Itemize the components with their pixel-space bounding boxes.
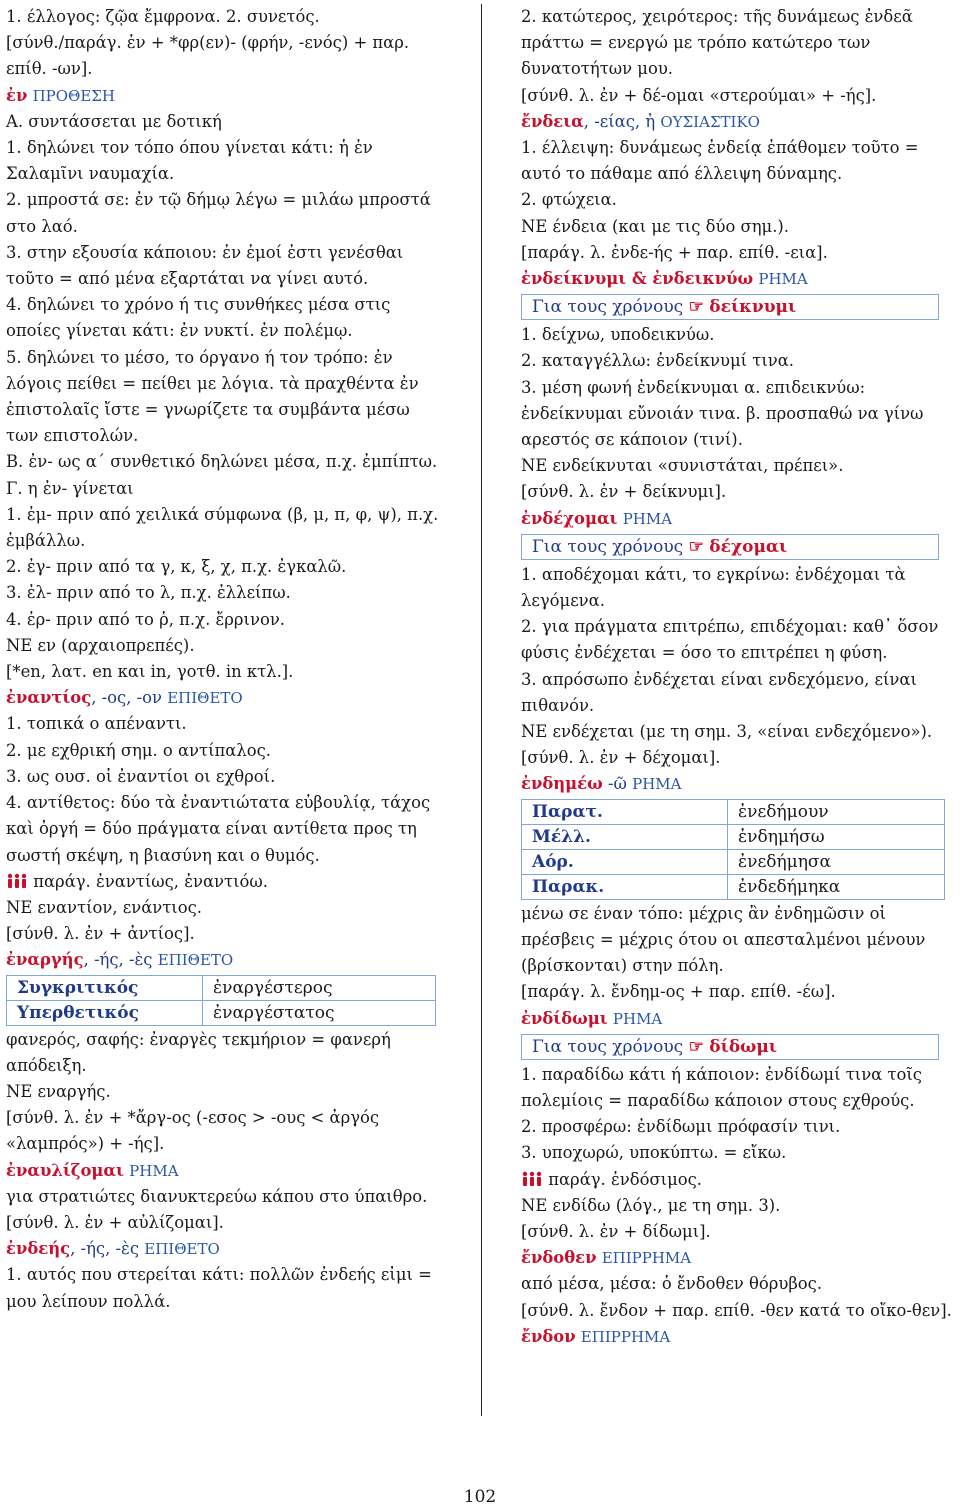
entry-en xyxy=(6,83,442,109)
left-column xyxy=(6,4,442,1315)
pointing-hand-icon: ☞ xyxy=(688,536,704,557)
part-of-speech: ΡΗΜΑ xyxy=(632,775,682,794)
form-label: Υπερθετικός xyxy=(7,1000,203,1025)
sense: 1. παραδίδω κάτι ή κάποιον: ἐνδίδωμί τινα τοῖς πολεμίοις = παραδίδω κάποιον στους εχθρούς. xyxy=(521,1064,922,1110)
entry-enaulizomai xyxy=(6,1158,442,1184)
table-row xyxy=(7,975,436,1000)
sense: 4. δηλώνει το χρόνο ή τις συνθήκες μέσα στις οποίες γίνεται κάτι: ἐν νυκτί. ἐν πολέμῳ. xyxy=(6,295,391,341)
sense: 2. μπροστά σε: ἐν τῷ δήμῳ λέγω = μιλάω μπροστά στο λαό. xyxy=(6,190,431,236)
entry-line: 1. έλλογος: ζῷα ἔμφρονα. 2. συνετός. xyxy=(6,7,320,26)
sense-group: Α. συντάσσεται με δοτική xyxy=(6,111,222,131)
sense: 4. αντίθετος: δύο τὰ ἐναντιώτατα εὐβουλίᾳ, τάχος καὶ ὀργή = δύο πράγματα είναι αντίθετα προς τη σωστή σκέψη, η βιασύνη και ο θυμός. xyxy=(6,793,431,865)
sense: 5. δηλώνει το μέσο, το όργανο ή τον τρόπο: ἐν λόγοις πείθει = πείθει με λόγια. τὰ πραχθέντα ἐν ἐπιστολαῖς ἴστε = γνωρίζετε τα συμβάντα μέσω των επιστολών. xyxy=(6,347,419,446)
tense-form: ἐνδεδήμηκα xyxy=(728,874,945,899)
sense: 3. ως ουσ. οἱ ἐναντίοι οι εχθροί. xyxy=(6,766,276,786)
sense: 1. δείχνω, υποδεικνύω. xyxy=(521,325,715,345)
entry-enarges xyxy=(6,947,442,973)
table-row xyxy=(522,874,945,899)
definition: φανερός, σαφής: ἐναργὲς τεκμήριον = φανερή απόδειξη. xyxy=(6,1029,391,1075)
tenses-label: Για τους χρόνους xyxy=(532,297,684,318)
column-divider xyxy=(481,4,482,1416)
right-column xyxy=(521,4,955,1350)
family-icon xyxy=(521,1171,543,1187)
sense: 3. απρόσωπο ἐνδέχεται είναι ενδεχόμενο, είναι πιθανόν. xyxy=(521,669,917,715)
etymology: [παράγ. λ. ἔνδημ-ος + παρ. επίθ. -έω]. xyxy=(521,982,836,1002)
headword: ἐν xyxy=(6,85,28,105)
modern-greek-note: ΝΕ ενδέχεται (με τη σημ. 3, «είναι ενδεχόμενο»). xyxy=(521,722,933,742)
tenses-reference xyxy=(521,294,939,320)
part-of-speech: ΕΠΙΘΕΤΟ xyxy=(157,951,234,970)
entry-endeiknymi xyxy=(521,266,955,292)
part-of-speech: ΡΗΜΑ xyxy=(612,1009,663,1028)
comparison-table xyxy=(6,975,436,1026)
modern-greek-note: ΝΕ ενδίδω (λόγ., με τη σημ. 3). xyxy=(521,1195,781,1215)
tense-form: ἐνεδήμησα xyxy=(728,849,945,874)
family-icon xyxy=(6,873,28,889)
table-row xyxy=(522,824,945,849)
endings: , -είας, ἡ xyxy=(583,111,656,131)
pointing-hand-icon: ☞ xyxy=(688,297,704,318)
etymology: [σύνθ. λ. ἐν + *ἄργ-ος (-εσος > -ους < ἀργός «λαμπρός») + -ής]. xyxy=(6,1108,380,1154)
headword: ἔνδον xyxy=(521,1326,576,1346)
pointing-hand-icon: ☞ xyxy=(688,1036,704,1057)
modern-greek-note: ΝΕ ενδείκνυται «συνιστάται, πρέπει». xyxy=(521,456,844,476)
form-label: Συγκριτικός xyxy=(7,975,203,1000)
part-of-speech: ΟΥΣΙΑΣΤΙΚΟ xyxy=(660,112,760,131)
entry-endees xyxy=(6,1236,442,1262)
modern-greek-note: ΝΕ ένδεια (και με τις δύο σημ.). xyxy=(521,216,790,236)
part-of-speech: ΕΠΙΡΡΗΜΑ xyxy=(601,1249,692,1268)
etymology: [παράγ. λ. ἐνδε-ής + παρ. επίθ. -εια]. xyxy=(521,242,828,262)
tenses-target: δείκνυμι xyxy=(709,297,797,318)
derivatives-text: παράγ. ἐνδόσιμος. xyxy=(548,1169,703,1189)
derivatives-text: παράγ. ἐναντίως, ἐναντιόω. xyxy=(33,871,268,891)
part-of-speech: ΕΠΙΡΡΗΜΑ xyxy=(580,1327,671,1346)
headword: ἐνδέχομαι xyxy=(521,508,618,528)
entry-endechomai xyxy=(521,506,955,532)
part-of-speech: ΠΡΟΘΕΣΗ xyxy=(32,86,115,105)
etymology: [σύνθ. λ. ἐν + δείκνυμι]. xyxy=(521,482,727,502)
sense: 1. τοπικά ο απέναντι. xyxy=(6,714,187,734)
tenses-reference xyxy=(521,534,939,560)
table-row xyxy=(522,799,945,824)
headword: ἐνδείκνυμι & ἐνδεικνύω xyxy=(521,269,754,289)
etymology: [σύνθ. λ. ἐν + αὐλίζομαι]. xyxy=(6,1212,224,1232)
table-row xyxy=(7,1000,436,1025)
tense-label: Αόρ. xyxy=(522,849,728,874)
sense: 3. ἐλ- πριν από το λ, π.χ. ἐλλείπω. xyxy=(6,583,291,603)
sense: 1. αποδέχομαι κάτι, το εγκρίνω: ἐνδέχομαι τὰ λεγόμενα. xyxy=(521,564,906,611)
sense: 1. ἐμ- πριν από χειλικά σύμφωνα (β, μ, π, φ, ψ), π.χ. ἐμβάλλω. xyxy=(6,504,439,551)
part-of-speech: ΡΗΜΑ xyxy=(622,509,673,528)
modern-greek-note: ΝΕ εναργής. xyxy=(6,1081,111,1101)
sense: 2. με εχθρική σημ. ο αντίπαλος. xyxy=(6,740,272,760)
sense: 1. αυτός που στερείται κάτι: πολλῶν ἐνδεής εἰμι = μου λείπουν πολλά. xyxy=(6,1265,432,1311)
headword: ἔνδοθεν xyxy=(521,1248,597,1268)
tenses-label: Για τους χρόνους xyxy=(532,1036,684,1057)
sense-group: Β. ἐν- ως α΄ συνθετικό δηλώνει μέσα, π.χ. ἐμπίπτω. xyxy=(6,452,438,472)
part-of-speech: ΕΠΙΘΕΤΟ xyxy=(167,689,243,708)
headword: ἐναργής xyxy=(6,950,84,970)
headword: ἐνδημέω xyxy=(521,774,603,794)
modern-greek-note: ΝΕ εν (αρχαιοπρεπές). xyxy=(6,635,195,655)
etymology: [σύνθ./παράγ. ἐν + *φρ(εν)- (φρήν, -ενός) + παρ. επίθ. -ων]. xyxy=(6,33,410,79)
entry-endidomi xyxy=(521,1006,955,1032)
endings: , -ής, -ὲς xyxy=(70,1239,140,1259)
headword: ἐνδεής xyxy=(6,1239,71,1259)
headword: ἐνδίδωμι xyxy=(521,1008,608,1028)
tenses-target: δέχομαι xyxy=(709,536,788,557)
etymology: [σύνθ. λ. ἐν + δίδωμι]. xyxy=(521,1221,711,1241)
tenses-target: δίδωμι xyxy=(709,1036,778,1057)
page-number: 102 xyxy=(463,1487,497,1507)
part-of-speech: ΕΠΙΘΕΤΟ xyxy=(144,1240,220,1259)
derivatives xyxy=(6,869,442,895)
definition: από μέσα, μέσα: ὁ ἔνδοθεν θόρυβος. xyxy=(521,1274,823,1294)
etymology: [σύνθ. λ. ἐν + δέ-ομαι «στερούμαι» + -ής]. xyxy=(521,85,877,105)
headword: ἔνδεια xyxy=(521,111,584,131)
tense-form: ἐνεδήμουν xyxy=(728,799,945,824)
endings: , -ος, -ον xyxy=(91,688,162,708)
modern-greek-note: ΝΕ εναντίον, ενάντιος. xyxy=(6,897,202,917)
headword: ἐναντίος xyxy=(6,688,92,708)
form-value: ἐναργέστερος xyxy=(203,975,436,1000)
definition: για στρατιώτες διανυκτερεύω κάπου στο ύπαιθρο. xyxy=(6,1186,428,1206)
definition: μένω σε έναν τόπο: μέχρις ἂν ἐνδημῶσιν οἱ πρέσβεις = μέχρις ότου οι απεσταλμένοι μένουν (βρίσκονται) στην πόλη. xyxy=(521,903,926,976)
derivatives xyxy=(521,1167,955,1193)
sense: 2. κατώτερος, χειρότερος: τῆς δυνάμεως ἐνδεᾶ πράττω = ενεργώ με τρόπο κατώτερο των δυνατοτήτων μου. xyxy=(521,7,913,79)
endings: , -ής, -ὲς xyxy=(83,950,153,970)
sense: 3. μέση φωνή ἐνδείκνυμαι α. επιδεικνύω: ἐνδείκνυμαι εὔνοιάν τινα. β. προσπαθώ να γίνω αρεστός σε κάποιον (τινί). xyxy=(521,377,924,450)
sense: 3. υποχωρώ, υποκύπτω. = εἴκω. xyxy=(521,1143,787,1163)
sense: 1. δηλώνει τον τόπο όπου γίνεται κάτι: ἡ ἐν Σαλαμῖνι ναυμαχία. xyxy=(6,138,373,184)
sense: 2. ἐγ- πριν από τα γ, κ, ξ, χ, π.χ. ἐγκαλῶ. xyxy=(6,557,347,577)
headword: ἐναυλίζομαι xyxy=(6,1160,124,1180)
tenses-label: Για τους χρόνους xyxy=(532,536,684,557)
entry-endothen xyxy=(521,1245,955,1271)
tense-label: Μέλλ. xyxy=(522,824,728,849)
sense: 2. προσφέρω: ἐνδίδωμι πρόφασίν τινι. xyxy=(521,1117,841,1137)
etymology: [σύνθ. λ. ἐν + ἀντίος]. xyxy=(6,924,195,944)
tenses-reference xyxy=(521,1034,939,1060)
tense-label: Παρακ. xyxy=(522,874,728,899)
etymology: [*en, λατ. en και in, γοτθ. in κτλ.]. xyxy=(6,662,294,682)
sense: 3. στην εξουσία κάποιου: ἐν ἐμοί ἐστι γενέσθαι τοῦτο = από μένα εξαρτάται να γίνει αυτό. xyxy=(6,242,404,289)
entry-enantios xyxy=(6,685,442,711)
endings: -ῶ xyxy=(602,774,627,794)
tense-table xyxy=(521,799,945,900)
form-value: ἐναργέστατος xyxy=(203,1000,436,1025)
entry-endon xyxy=(521,1324,955,1350)
sense: 4. ἐρ- πριν από το ῥ, π.χ. ἔρρινον. xyxy=(6,609,285,629)
entry-endemeo xyxy=(521,771,955,797)
sense: 1. έλλειψη: δυνάμεως ἐνδείᾳ ἐπάθομεν τοῦτο = αυτό το πάθαμε από έλλειψη δύναμης. xyxy=(521,138,919,184)
tense-label: Παρατ. xyxy=(522,799,728,824)
tense-form: ἐνδημήσω xyxy=(728,824,945,849)
sense: 2. φτώχεια. xyxy=(521,190,617,210)
part-of-speech: ΡΗΜΑ xyxy=(129,1161,179,1180)
entry-endeia xyxy=(521,109,955,135)
sense: 2. καταγγέλλω: ἐνδείκνυμί τινα. xyxy=(521,351,794,371)
etymology: [σύνθ. λ. ἔνδον + παρ. επίθ. -θεν κατά το οἴκο-θεν]. xyxy=(521,1300,952,1320)
sense: 2. για πράγματα επιτρέπω, επιδέχομαι: καθ᾽ ὅσον φύσις ἐνδέχεται = όσο το επιτρέπει η φύση. xyxy=(521,617,939,663)
part-of-speech: ΡΗΜΑ xyxy=(758,270,808,289)
sense-group: Γ. η ἐν- γίνεται xyxy=(6,478,134,498)
etymology: [σύνθ. λ. ἐν + δέχομαι]. xyxy=(521,748,721,768)
table-row xyxy=(522,849,945,874)
